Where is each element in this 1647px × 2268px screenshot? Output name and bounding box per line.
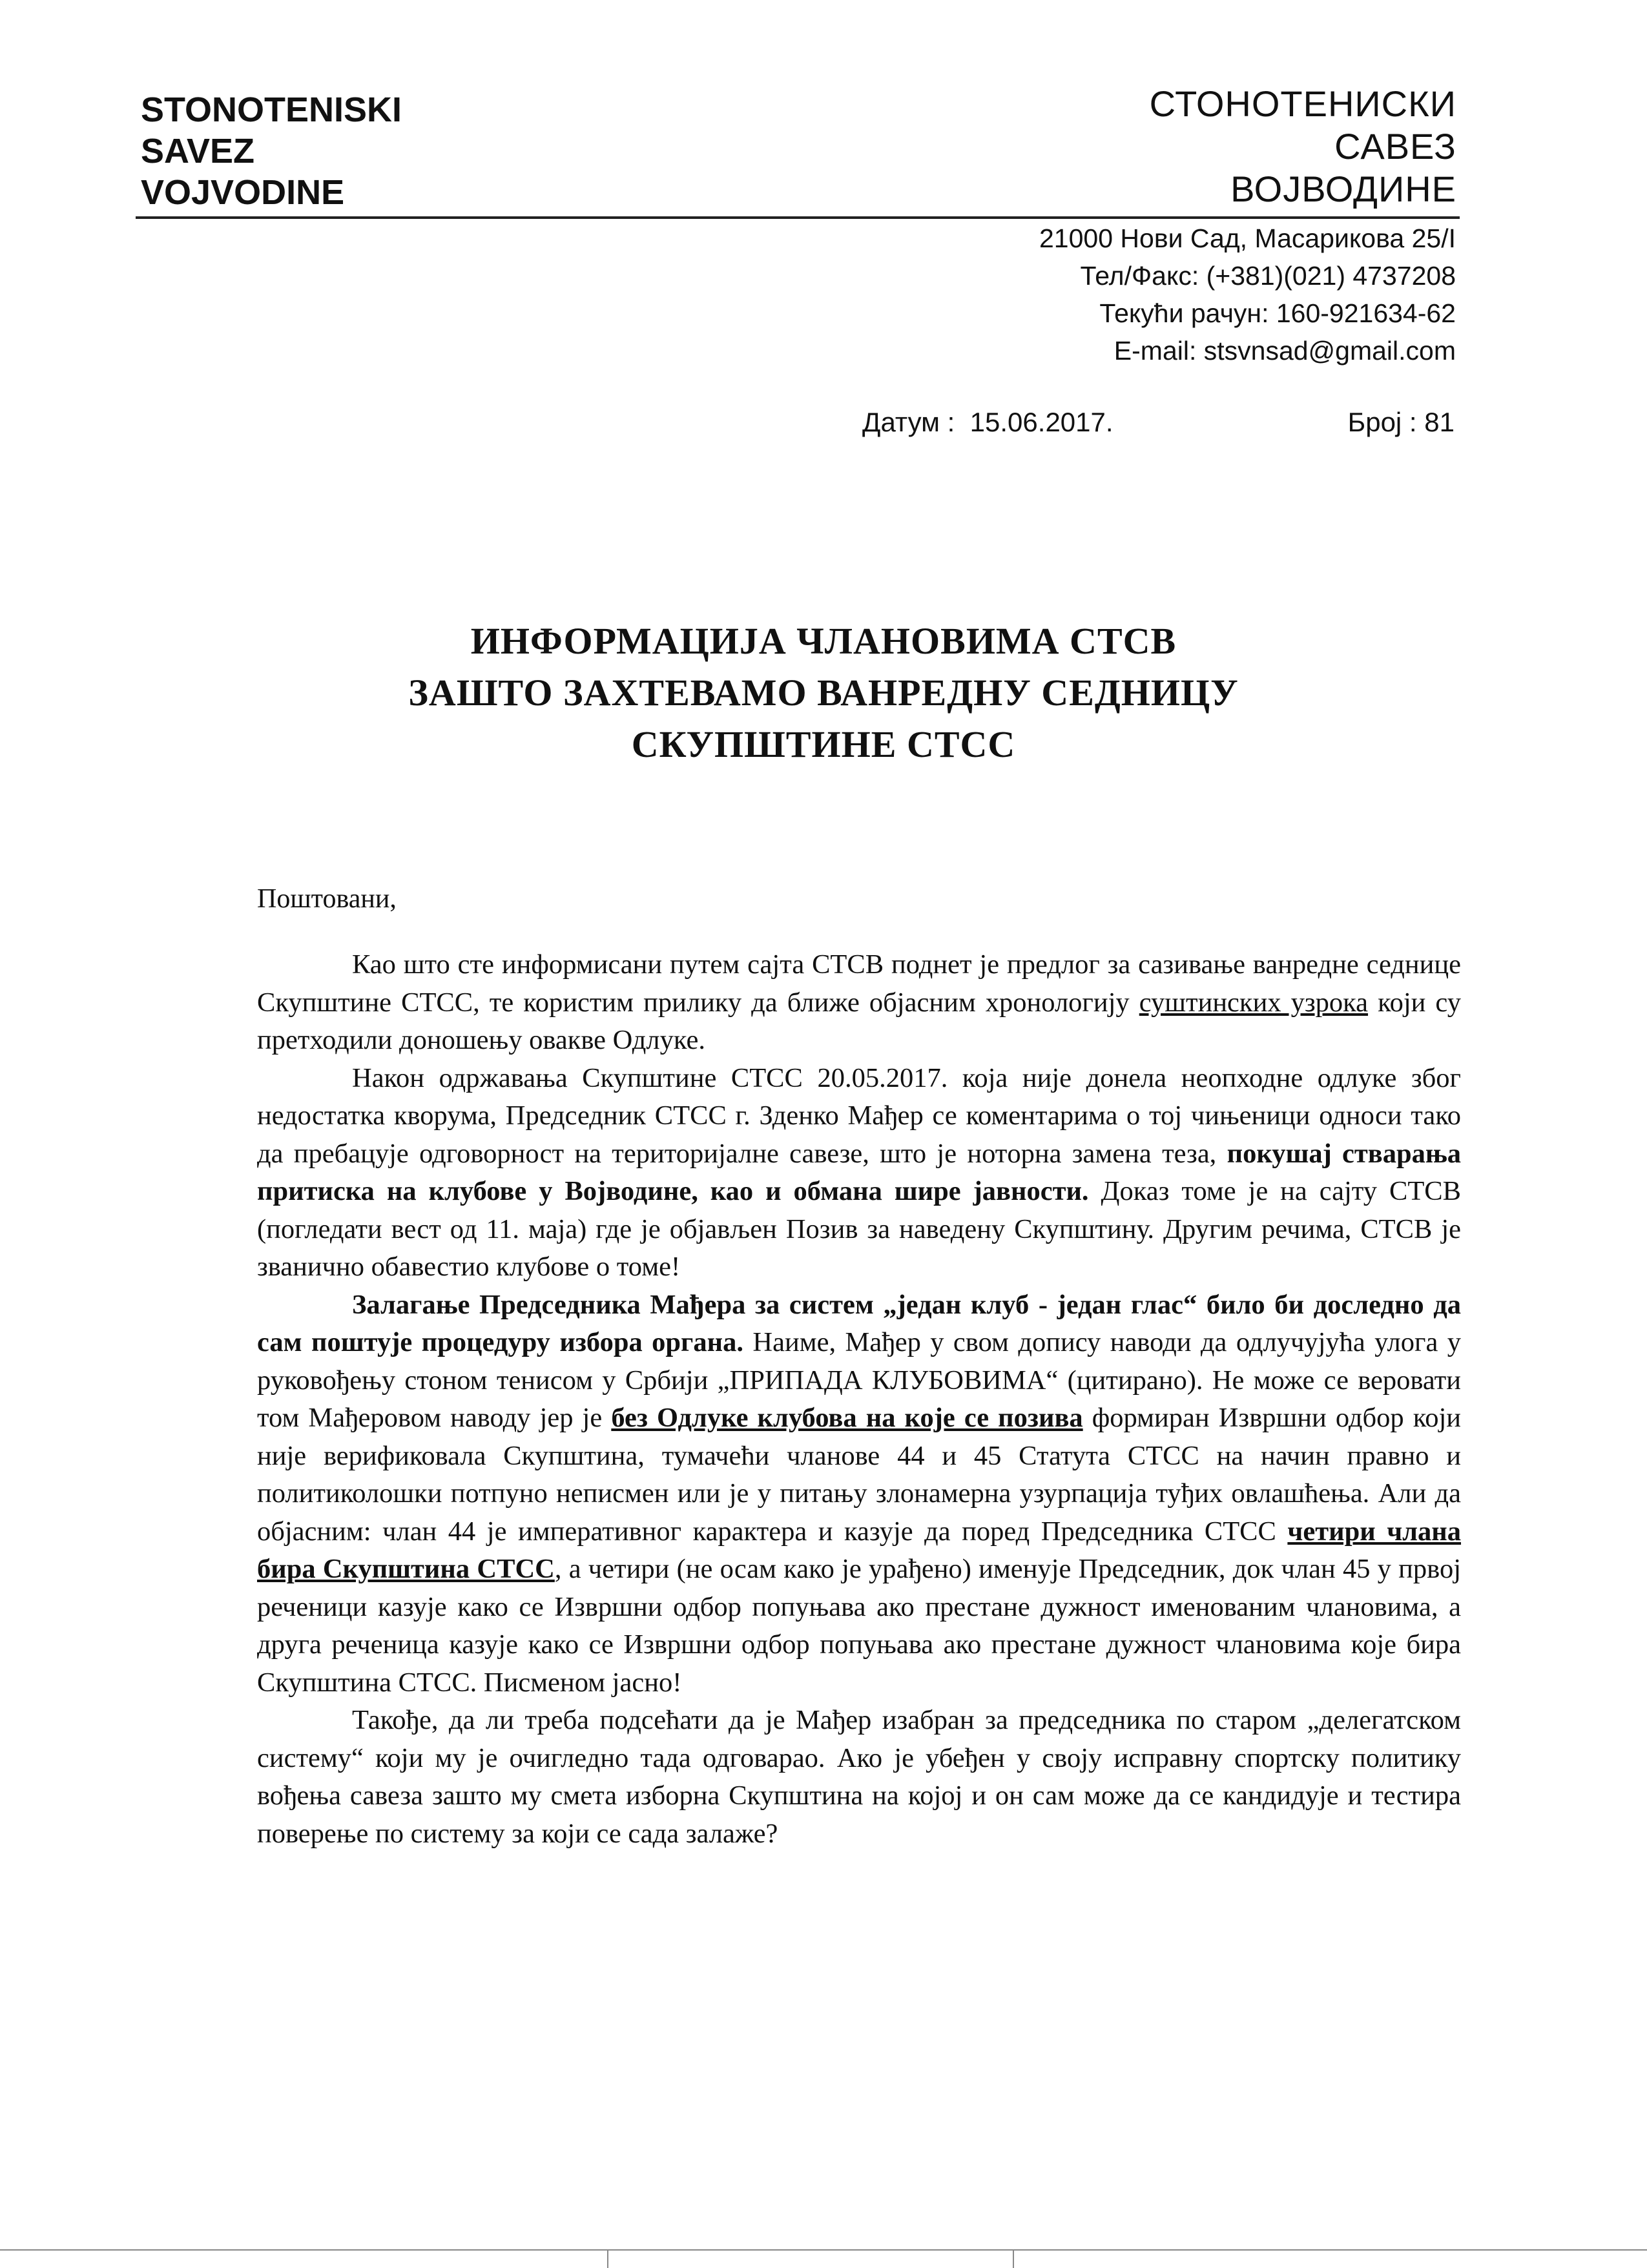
email-line: E-mail: stsvnsad@gmail.com	[1114, 336, 1456, 366]
latin-logo-line: STONOTENISKI	[141, 90, 402, 129]
salutation: Поштовани,	[257, 884, 397, 914]
cyrillic-logo	[1150, 83, 1456, 211]
scan-edge-mark	[607, 2249, 608, 2268]
text-run: који су претходили доношењу овакве Одлуке.	[257, 987, 1461, 1055]
latin-logo-line: SAVEZ	[141, 132, 255, 170]
text-run: Такође, да ли треба подсећати да је Мађер изабран за председника по старом „делегатском систему“ који му је очигледно тада одговарао. Ако је убеђен у своју исправну спортску политику вођења савеза зашто му смета изборна Скупштина на којој и он сам може да се кандидује и тестира поверење по систему за који се сада залаже?	[257, 1705, 1461, 1849]
header-divider	[136, 216, 1460, 219]
cyrillic-logo-line: СТОНОТЕНИСКИ	[1149, 83, 1456, 124]
text-run: Након одржавања Скупштине СТСС 20.05.2017. која није донела неопходне одлуке због недостатка кворума, Председник СТСС г. Зденко Мађер се коментарима о тој чињеници односи тако да пребацује одговорност на територијалне савезе, што је нотoрна замена теза,	[257, 1062, 1461, 1169]
bold-underlined-phrase: четири члана бира Скупштина СТСС	[257, 1516, 1462, 1584]
cyrillic-logo-line: САВЕЗ	[1334, 126, 1456, 167]
text-run: , а четири (не осам како је урађено) именује Председник, док члан 45 у првој реченици казује како се Извршни одбор попуњава ако престане дужност именованим члановима, а друга реченица казује како се Извршни одбор попуњава ако престане дужност члановима које бира Скупштина СТСС. Писменом јасно!	[257, 1554, 1462, 1698]
text-run: Наиме, Мађер у свом допису наводи да одлучујућа улога у руковођењу стоном тенисом у Србији „ПРИПАДА КЛУБОВИМА“ (цитирано). Не може се веровати том Мађеровом наводу јер је	[257, 1327, 1462, 1433]
scan-bottom-edge	[0, 2249, 1647, 2251]
latin-logo	[141, 89, 402, 213]
paragraph	[257, 1286, 1461, 1702]
paragraph	[257, 1702, 1461, 1853]
text-run: Доказ томе је на сајту СТСВ (погледати вест од 11. маја) где је објављен Позив за наведену Скупштину. Другим речима, СТСВ је званично обавестио клубове о томе!	[257, 1176, 1461, 1282]
phone-line: Тел/Факс: (+381)(021) 4737208	[1080, 261, 1456, 291]
bold-phrase: покушај стварања притиска на клубове у Војводине, као и обмана шире јавности.	[257, 1138, 1461, 1206]
paragraph	[257, 1060, 1461, 1286]
document-date: Датум : 15.06.2017.	[862, 407, 1114, 437]
address-line: 21000 Нови Сад, Масарикова 25/I	[1039, 223, 1456, 253]
bold-phrase: Залагање Председника Мађера за систем „један клуб - један глас“ било би доследно да сам поштује процедуру избора органа.	[257, 1289, 1461, 1357]
paragraph	[257, 946, 1461, 1060]
text-run: Као што сте информисани путем сајта СТСВ поднет је предлог за сазивање ванредне седнице Скупштине СТСС, те користим прилику да ближе објасним хронологију	[257, 949, 1461, 1018]
contact-block	[1039, 220, 1456, 369]
title-line: СКУПШТИНЕ СТСС	[631, 723, 1016, 765]
latin-logo-line: VOJVODINE	[141, 173, 345, 212]
document-number: Број : 81	[1347, 407, 1455, 437]
scan-edge-mark	[1013, 2249, 1014, 2268]
underlined-phrase: суштинских узрока	[1139, 987, 1369, 1018]
letter-body	[257, 946, 1461, 1853]
bank-account-line: Текући рачун: 160-921634-62	[1099, 298, 1456, 328]
bold-underlined-phrase: без Одлуке клубова на које се позива	[611, 1403, 1083, 1433]
document-title	[0, 615, 1647, 770]
text-run: формиран Извршни одбор који није верификовала Скупштина, тумачећи чланове 44 и 45 Статута СТСС на начин правно и политиколошки потпуно неписмен или је у питању злонамерна узурпација туђих овлашћења. Али да објасним: члан 44 је императивног карактера и казује да поред Председника СТСС	[257, 1403, 1461, 1547]
title-line: ИНФОРМАЦИЈА ЧЛАНОВИМА СТСВ	[470, 620, 1177, 662]
cyrillic-logo-line: ВОЈВОДИНЕ	[1230, 169, 1456, 209]
title-line: ЗАШТО ЗАХТЕВАМО ВАНРЕДНУ СЕДНИЦУ	[408, 672, 1239, 714]
